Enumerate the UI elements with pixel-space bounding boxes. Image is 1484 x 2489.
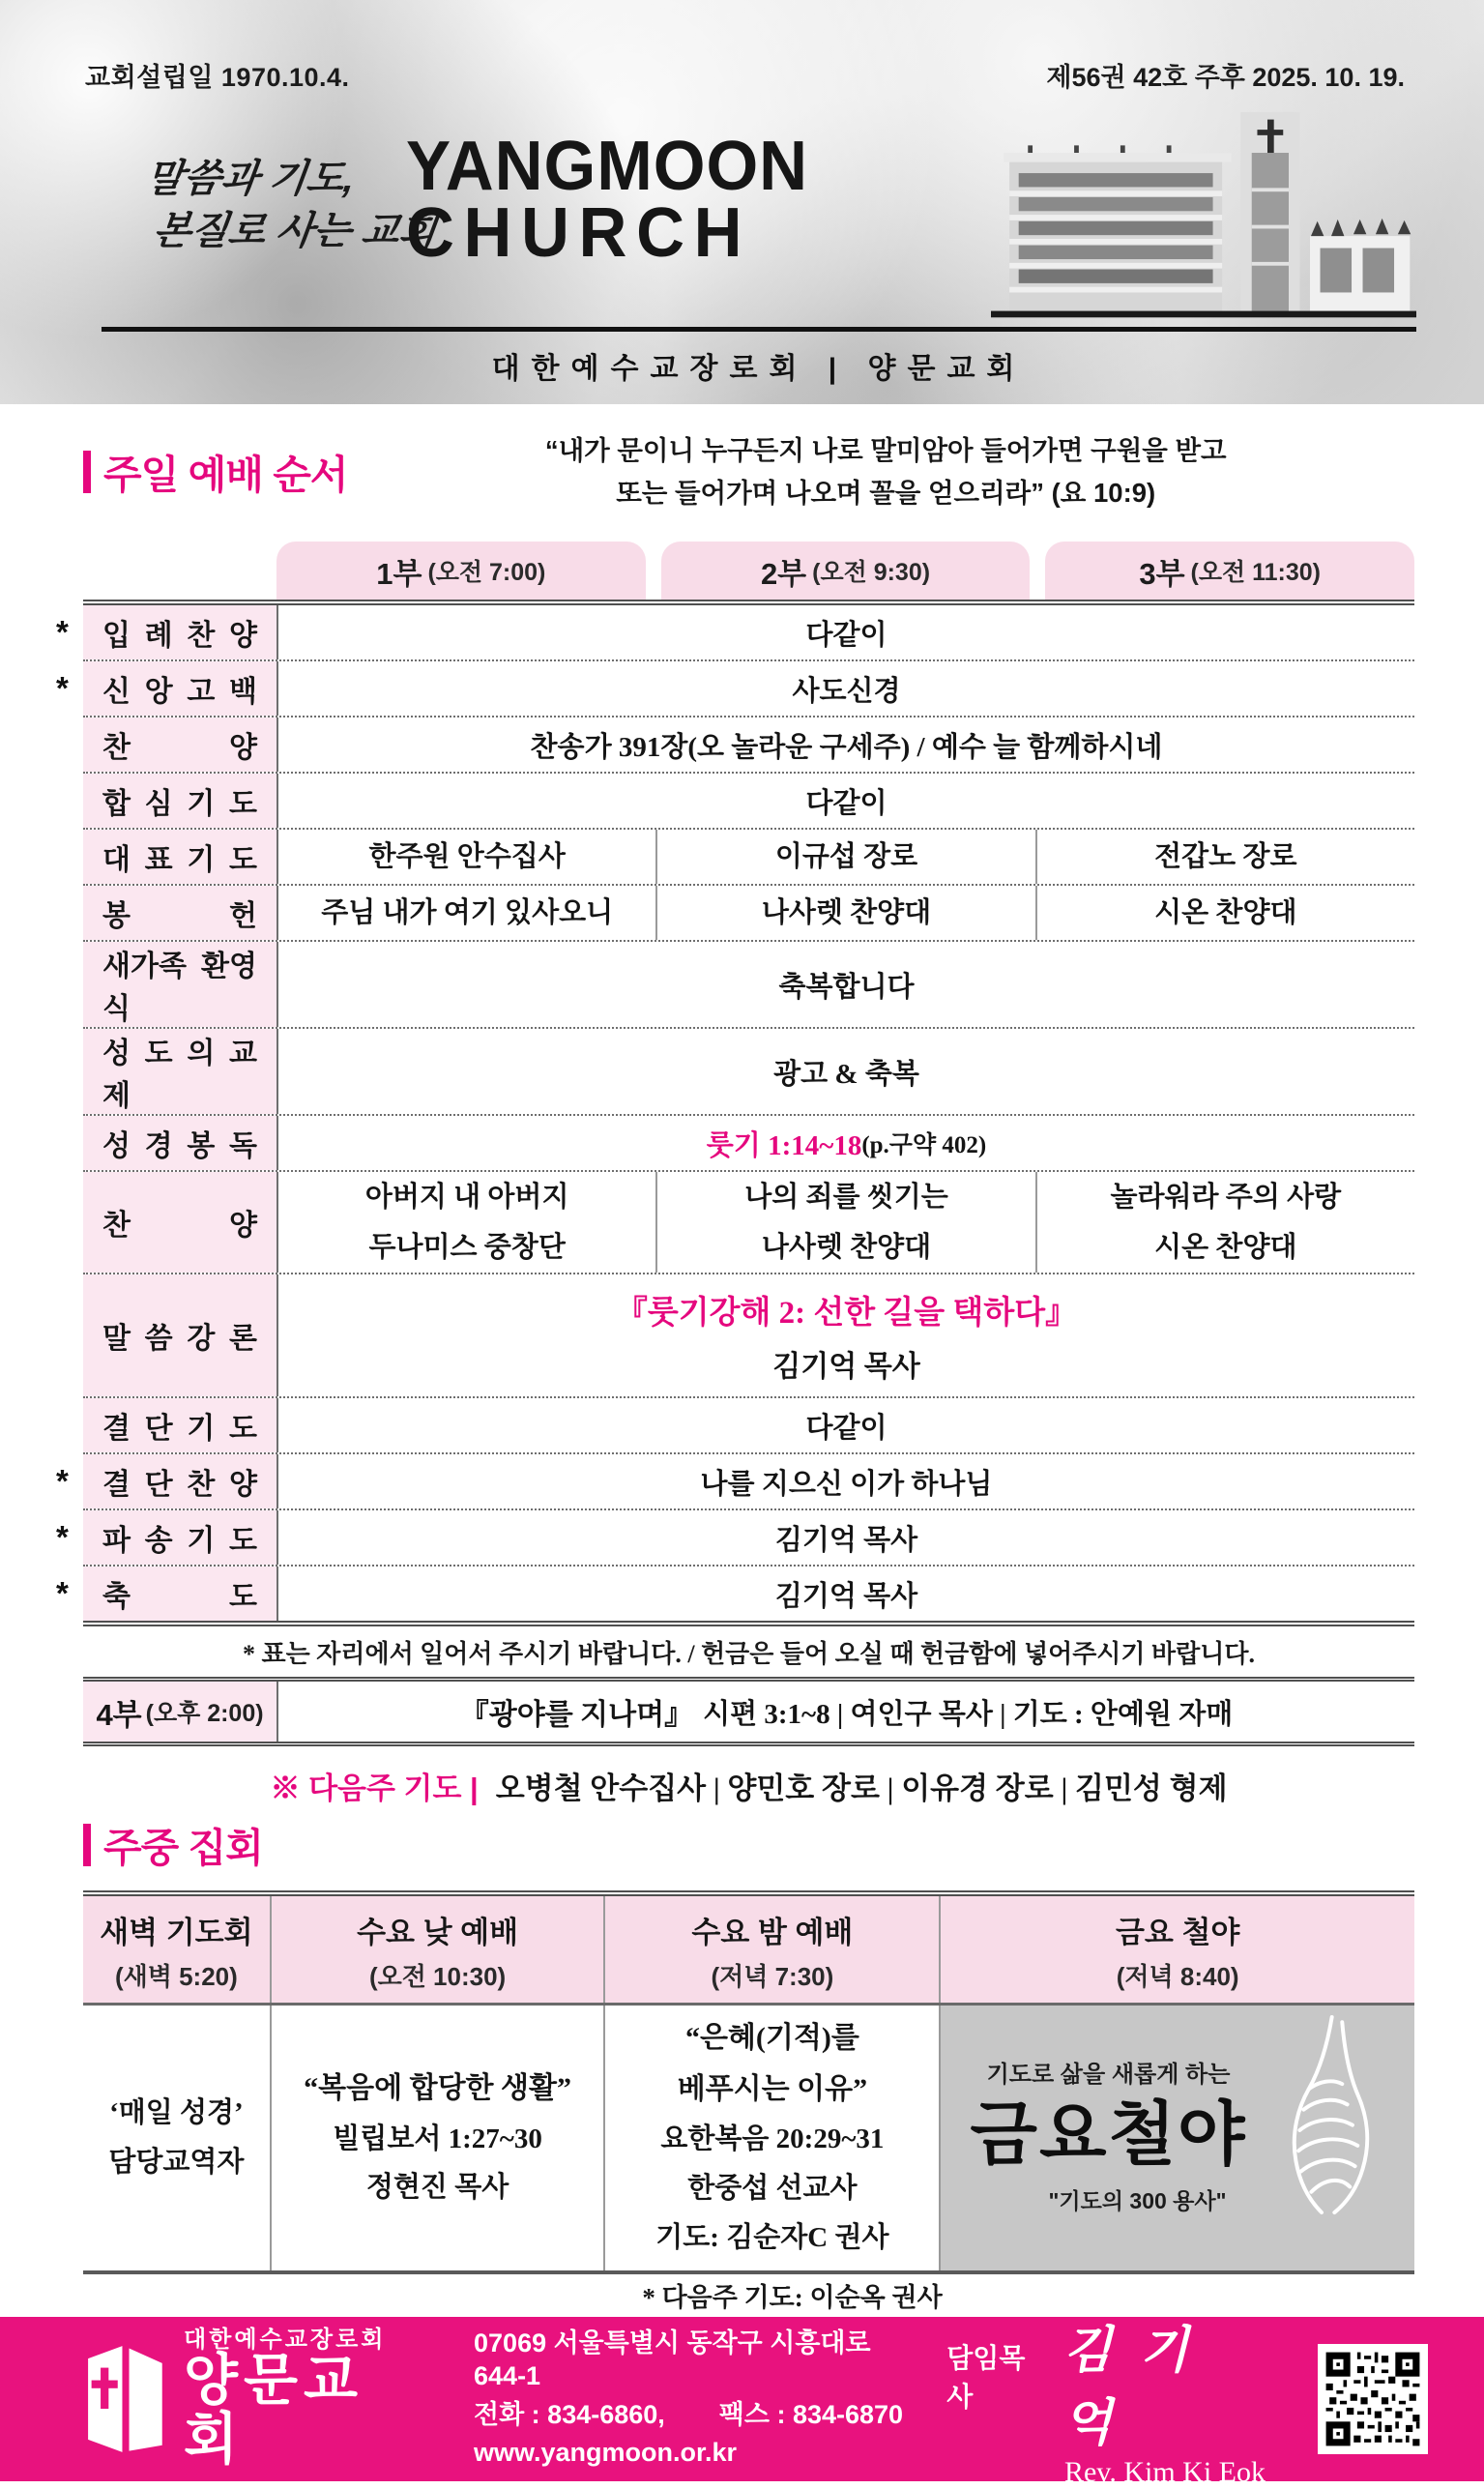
row-value: 다같이 — [276, 1398, 1414, 1452]
banner-tagline: 기도로 삶을 새롭게 하는 — [986, 2062, 1231, 2089]
row-value: 축복합니다 — [276, 942, 1414, 1027]
row-columns: 한주원 안수집사 이규섭 장로 전갑노 장로 — [276, 830, 1414, 884]
friday-vigil-banner — [939, 2006, 1414, 2269]
row-label: 결 단 찬 양 — [83, 1454, 276, 1508]
stand-mark: * — [56, 1463, 69, 1500]
row-label: 축 도 — [83, 1567, 276, 1621]
stand-mark: * — [56, 614, 69, 650]
cell-dawn-prayer: ‘매일 성경’ 담당교역자 — [108, 2097, 245, 2178]
row-value: 찬송가 391장(오 놀라운 구세주) / 예수 늘 함께하시네 — [276, 717, 1414, 772]
cell-wed-night-service: “은혜(기적)를 베푸시는 이유” 요한복음 20:29~31 한중섭 선교사 기도: 김순자C 권사 — [603, 2006, 939, 2269]
footer-church-name: 양문교회 — [184, 2349, 364, 2472]
footer-fax: 팩스 : 834-6870 — [718, 2399, 904, 2429]
row-value: 다같이 — [276, 774, 1414, 828]
row-label: 찬 양 — [83, 1172, 276, 1273]
table-row-scripture-reading — [83, 1116, 1414, 1172]
row-value: 다같이 — [276, 605, 1414, 659]
footer-pastor-block — [946, 2309, 1266, 2489]
row-label: 성 경 봉 독 — [83, 1116, 276, 1170]
row-label: 새가족 환영식 — [83, 942, 276, 1027]
table-row-processional-hymn — [56, 605, 1414, 661]
table-row-benediction — [56, 1567, 1414, 1621]
table-row-offering — [83, 886, 1414, 942]
next-week-names: 오병철 안수집사 | 양민호 장로 | 이유경 장로 | 김민성 형제 — [495, 1771, 1228, 1805]
slogan-line1: 말씀과 기도, — [143, 158, 358, 200]
row-value: 김기억 목사 — [276, 1510, 1414, 1565]
row-value: 광고 & 축복 — [276, 1029, 1414, 1114]
row-label: 성 도 의 교 제 — [83, 1029, 276, 1114]
footer-address: 07069 서울특별시 동작구 시흥대로 644-1 — [474, 2328, 871, 2390]
table-row-newcomer-welcome — [83, 942, 1414, 1029]
table-row-commitment-hymn — [56, 1454, 1414, 1510]
row-columns: 아버지 내 아버지 두나미스 중창단 나의 죄를 씻기는 나사렛 찬양대 놀라워라 주의 사랑 시온 찬양대 — [276, 1172, 1414, 1273]
praying-hands-icon — [1252, 2009, 1407, 2220]
row-label: 파 송 기 도 — [83, 1510, 276, 1565]
church-logo — [85, 2345, 166, 2453]
denomination-line: 대한예수교장로회 | 양문교회 — [491, 353, 1027, 385]
header-wed-night-service: 수요 밤 예배 (저녁 7:30) — [603, 1896, 939, 2003]
weekday-table-body — [83, 2006, 1414, 2269]
scripture-reference: 룻기 1:14~18 — [706, 1129, 862, 1161]
qr-code — [1318, 2344, 1428, 2454]
row-label: 신 앙 고 백 — [83, 661, 276, 716]
header-dawn-prayer: 새벽 기도회 (새벽 5:20) — [100, 1916, 253, 1992]
table-row-commitment-prayer — [83, 1398, 1414, 1454]
scripture-page: (p.구약 402) — [861, 1132, 987, 1158]
sunday-section-head — [83, 429, 1414, 514]
table-row-fellowship — [83, 1029, 1414, 1116]
footer-church-name-block — [184, 2328, 416, 2470]
footer-contact-info — [474, 2328, 929, 2470]
table-row-anthem — [83, 1172, 1414, 1274]
part4-label: 4부 (오후 2:00) — [83, 1682, 276, 1742]
pastor-title-label: 담임목사 — [946, 2342, 1026, 2412]
tab-part3: 3부 (오전 11:30) — [1045, 542, 1414, 600]
sunday-order-table — [56, 600, 1414, 1626]
row-value: 나를 지으신 이가 하나님 — [276, 1454, 1414, 1508]
stand-mark: * — [56, 1575, 69, 1612]
table-row-hymn — [83, 717, 1414, 774]
table-footnote: * 표는 자리에서 일어서 주시기 바랍니다. / 헌금은 들어 오실 때 헌금함에 넣어주시기 바랍니다. — [242, 1639, 1256, 1668]
next-week-prefix: ※ 다음주 기도 | — [270, 1771, 479, 1805]
weekday-table-header — [83, 1896, 1414, 2006]
table-row-united-prayer — [83, 774, 1414, 830]
scripture-verse: “내가 문이니 누구든지 나로 말미암아 들어가면 구원을 받고 또는 들어가며 나오며 꼴을 얻으리라” (요 10:9) — [544, 435, 1227, 508]
weekday-table — [83, 1890, 1414, 2273]
banner-subtitle: "기도의 300 용사" — [1048, 2188, 1227, 2214]
part4-detail: 시편 3:1~8 | 여인구 목사 | 기도 : 안예원 자매 — [703, 1698, 1234, 1730]
masthead — [0, 0, 1484, 404]
footer-phone: 전화 : 834-6860, — [474, 2399, 665, 2429]
sermon-preacher: 김기억 목사 — [772, 1350, 920, 1383]
row-value — [276, 1116, 1414, 1170]
footer-website-link[interactable]: www.yangmoon.or.kr — [474, 2438, 738, 2468]
weekday-section-title: 주중 집회 — [83, 1816, 1414, 1873]
bulletin-body — [56, 404, 1414, 2317]
weekday-footnote: * 다음주 기도: 이순옥 권사 — [642, 2283, 943, 2313]
cell-wed-day-service: “복음에 합당한 생활” 빌립보서 1:27~30 정현진 목사 — [270, 2006, 604, 2269]
tab-part1: 1부 (오전 7:00) — [276, 542, 646, 600]
row-label: 대 표 기 도 — [83, 830, 276, 884]
tab-part2: 2부 (오전 9:30) — [661, 542, 1031, 600]
row-label: 봉 헌 — [83, 886, 276, 940]
established-date: 교회설립일 1970.10.4. — [85, 63, 350, 92]
table-row-sending-prayer — [56, 1510, 1414, 1567]
stand-mark: * — [56, 670, 69, 706]
banner-title: 금요철야 — [970, 2096, 1247, 2175]
church-slogan — [136, 153, 446, 257]
header-friday-vigil: 금요 철야 (저녁 8:40) — [939, 1896, 1414, 2003]
part4-title: 『광야를 지나며』 — [459, 1699, 694, 1732]
slogan-line2: 본질로 사는 교회 — [150, 210, 440, 252]
title-accent-bar — [83, 1824, 91, 1866]
footer — [0, 2317, 1484, 2488]
next-week-prayer-line — [83, 1764, 1414, 1806]
row-value: 사도신경 — [276, 661, 1414, 716]
header-wed-day-service: 수요 낮 예배 (오전 10:30) — [270, 1896, 604, 2003]
row-value: 김기억 목사 — [276, 1567, 1414, 1621]
masthead-divider — [102, 327, 1416, 332]
row-label: 말 씀 강 론 — [83, 1274, 276, 1396]
part4-service-row — [83, 1677, 1414, 1746]
church-building-illustration — [991, 93, 1416, 320]
table-row-sermon — [83, 1274, 1414, 1398]
service-part-tabs — [276, 542, 1414, 600]
issue-number-date: 제56권 42호 주후 2025. 10. 19. — [1046, 63, 1405, 92]
part4-content — [276, 1682, 1414, 1742]
sermon-cell — [276, 1274, 1414, 1396]
stand-mark: * — [56, 1519, 69, 1556]
row-label: 입 례 찬 양 — [83, 605, 276, 659]
row-label: 결 단 기 도 — [83, 1398, 276, 1452]
row-label: 찬 양 — [83, 717, 276, 772]
footer-denomination: 대한예수교장로회 — [184, 2327, 387, 2354]
title-accent-bar — [83, 451, 91, 493]
table-row-representative-prayer — [83, 830, 1414, 886]
sunday-section-title: 주일 예배 순서 — [83, 443, 347, 500]
row-columns: 주님 내가 여기 있사오니 나사렛 찬양대 시온 찬양대 — [276, 886, 1414, 940]
church-name-english: YANGMOON CHURCH — [406, 128, 809, 273]
sermon-title: 『룻기강해 2: 선한 길을 택하다』 — [615, 1295, 1078, 1331]
pastor-name: 김 기 억 — [1062, 2323, 1197, 2451]
pastor-name-english: Rev. Kim Ki Eok — [1063, 2455, 1266, 2488]
row-label: 합 심 기 도 — [83, 774, 276, 828]
table-row-confession-of-faith — [56, 661, 1414, 717]
